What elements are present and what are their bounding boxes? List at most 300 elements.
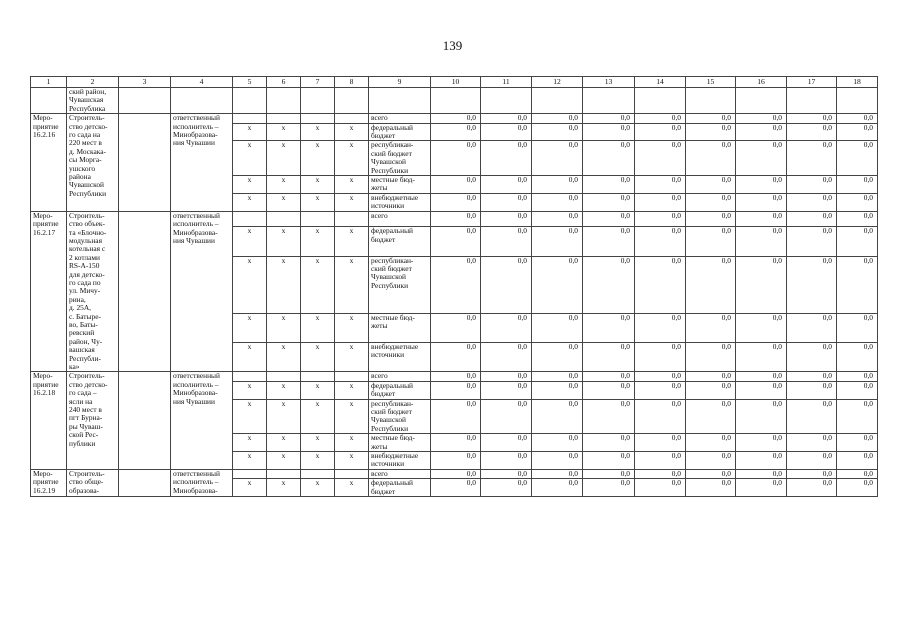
value-cell: 0,0 [736,227,787,256]
value-cell: 0,0 [635,123,686,141]
cell-line: модульная [69,235,102,245]
value-cell: 0,0 [431,114,481,123]
value-cell: 0,0 [686,256,736,313]
value-cell: 0,0 [583,193,635,211]
value-cell: 0,0 [431,479,481,497]
cell-line: Минобразова- [173,227,218,237]
value-cell: 0,0 [481,313,532,342]
code-cell [335,211,369,227]
value-cell: 0,0 [635,256,686,313]
value-cell: 0,0 [431,452,481,470]
value-cell: 0,0 [736,313,787,342]
value-cell: 0,0 [635,193,686,211]
header-cell: 2 [67,77,119,88]
value-cell: 0,0 [532,313,583,342]
source-cell [369,211,431,227]
cell-line: д. 25А, [69,303,92,313]
value-cell: 0,0 [532,469,583,478]
code-cell: х [233,123,267,141]
cell-line: та «Блочно- [69,227,107,237]
source-cell [369,256,431,313]
value-cell: 0,0 [481,479,532,497]
value-cell: 0,0 [686,399,736,434]
code-cell: х [301,123,335,141]
empty-cell [369,88,431,114]
cell-line: го сада на [69,130,101,140]
code-cell [335,114,369,123]
value-cell: 0,0 [736,479,787,497]
code-cell: х [335,452,369,470]
value-cell: 0,0 [635,313,686,342]
code-cell: х [233,343,267,372]
value-cell: 0,0 [583,176,635,194]
code-cell: х [301,256,335,313]
cell-line: всего [371,469,388,478]
value-cell: 0,0 [481,141,532,176]
value-cell: 0,0 [686,372,736,381]
cell-line: всего [371,113,388,123]
cell-line: Строитель- [69,371,105,381]
value-cell: 0,0 [583,479,635,497]
empty-cell [119,114,171,211]
value-cell: 0,0 [532,123,583,141]
cell-line: федеральный [371,123,413,132]
name-cell [67,88,119,114]
source-cell [369,227,431,256]
value-cell: 0,0 [686,227,736,256]
value-cell: 0,0 [583,434,635,452]
value-cell: 0,0 [736,452,787,470]
value-cell: 0,0 [583,227,635,256]
code-cell: х [233,313,267,342]
value-cell: 0,0 [837,469,878,478]
cell-line: район, Чу- [69,336,103,346]
cell-line: исполнитель – [173,379,219,389]
table-row [31,114,878,123]
code-cell: х [267,343,301,372]
header-cell: 16 [736,77,787,88]
value-cell: 0,0 [583,114,635,123]
cell-line: Минобразова- [173,388,218,398]
cell-line: внебюджетные [371,193,419,202]
cell-line: ответственный [173,469,220,478]
cell-line: исполнитель – [173,121,219,131]
code-cell: х [267,399,301,434]
cell-line: ушского [69,163,96,173]
value-cell: 0,0 [837,256,878,313]
value-cell: 0,0 [736,193,787,211]
budget-table [30,76,878,497]
value-cell: 0,0 [635,469,686,478]
event-cell [31,372,67,469]
cell-line: источники [371,201,405,211]
code-cell [301,469,335,478]
value-cell: 0,0 [837,141,878,176]
value-cell: 0,0 [787,114,837,123]
value-cell: 0,0 [686,479,736,497]
value-cell: 0,0 [583,452,635,470]
value-cell: 0,0 [431,211,481,227]
value-cell: 0,0 [837,123,878,141]
cell-line: бюджет [371,389,396,399]
table-row [31,372,878,381]
value-cell: 0,0 [635,399,686,434]
code-cell [267,372,301,381]
source-cell [369,381,431,399]
value-cell: 0,0 [736,141,787,176]
empty-cell [431,88,481,114]
value-cell: 0,0 [686,193,736,211]
responsible-cell [171,469,233,496]
cell-line: федеральный [371,226,413,236]
code-cell: х [301,343,335,372]
value-cell: 0,0 [837,211,878,227]
value-cell: 0,0 [431,123,481,141]
value-cell: 0,0 [481,399,532,434]
cell-line: Республики [371,423,409,433]
value-cell: 0,0 [481,343,532,372]
value-cell: 0,0 [787,372,837,381]
source-cell [369,141,431,176]
header-cell: 5 [233,77,267,88]
code-cell: х [233,381,267,399]
value-cell: 0,0 [583,381,635,399]
cell-line: федеральный [371,478,413,488]
cell-line: Строитель- [69,469,105,478]
value-cell: 0,0 [431,343,481,372]
cell-line: Меро- [33,469,53,478]
header-cell: 3 [119,77,171,88]
cell-line: приятие [33,219,59,229]
code-cell: х [267,176,301,194]
cell-line: всего [371,371,388,381]
empty-cell [335,88,369,114]
value-cell: 0,0 [837,343,878,372]
cell-line: источники [371,350,405,360]
code-cell: х [335,141,369,176]
header-cell: 10 [431,77,481,88]
value-cell: 0,0 [532,372,583,381]
value-cell: 0,0 [686,211,736,227]
value-cell: 0,0 [431,313,481,342]
code-cell: х [267,479,301,497]
code-cell: х [301,193,335,211]
value-cell: 0,0 [787,211,837,227]
cell-line: Строитель- [69,211,105,220]
code-cell: х [335,343,369,372]
cell-line: республикан- [371,256,414,265]
code-cell: х [267,193,301,211]
value-cell: 0,0 [686,434,736,452]
value-cell: 0,0 [787,479,837,497]
source-cell [369,176,431,194]
value-cell: 0,0 [736,211,787,227]
cell-line: Меро- [33,371,53,381]
code-cell: х [301,141,335,176]
cell-line: Минобразова- [173,485,218,495]
cell-line: жеты [371,183,388,193]
value-cell: 0,0 [532,399,583,434]
empty-cell [532,88,583,114]
cell-line: Строитель- [69,113,105,123]
value-cell: 0,0 [481,372,532,381]
value-cell: 0,0 [837,452,878,470]
cell-line: ский бюджет [371,263,412,273]
value-cell: 0,0 [635,372,686,381]
code-cell: х [233,399,267,434]
value-cell: 0,0 [837,114,878,123]
header-cell: 18 [837,77,878,88]
responsible-cell [171,372,233,469]
value-cell: 0,0 [635,114,686,123]
value-cell: 0,0 [837,479,878,497]
code-cell: х [233,452,267,470]
code-cell: х [267,141,301,176]
value-cell: 0,0 [736,123,787,141]
code-cell: х [267,452,301,470]
cell-line: RS-A-150 [69,261,100,271]
value-cell: 0,0 [837,176,878,194]
value-cell: 0,0 [431,227,481,256]
responsible-cell [171,114,233,211]
empty-cell [686,88,736,114]
cell-line: источники [371,459,405,469]
value-cell: 0,0 [532,193,583,211]
value-cell: 0,0 [431,372,481,381]
value-cell: 0,0 [583,399,635,434]
value-cell: 0,0 [481,211,532,227]
value-cell: 0,0 [481,176,532,194]
cell-line: ский бюджет [371,407,412,417]
value-cell: 0,0 [635,434,686,452]
value-cell: 0,0 [787,381,837,399]
value-cell: 0,0 [736,469,787,478]
header-cell: 8 [335,77,369,88]
code-cell [267,469,301,478]
empty-cell [267,88,301,114]
value-cell: 0,0 [532,114,583,123]
code-cell: х [267,123,301,141]
cell-line: Чувашской [371,415,407,425]
cell-line: пгт Бурна- [69,413,103,423]
cell-line: Республики [69,188,107,198]
header-cell: 17 [787,77,837,88]
code-cell: х [301,176,335,194]
cell-line: Чувашской [69,180,105,190]
cell-line: 2 котлами [69,252,101,262]
value-cell: 0,0 [635,227,686,256]
cell-line: ния Чувашии [173,235,215,245]
cell-line: для детско- [69,269,105,279]
event-cell [31,114,67,211]
cell-line: рина, [69,294,86,304]
code-cell: х [335,399,369,434]
value-cell: 0,0 [481,256,532,313]
value-cell: 0,0 [686,114,736,123]
cell-line: ский район, [69,87,107,96]
code-cell [335,469,369,478]
header-cell: 4 [171,77,233,88]
cell-line: ство объек- [69,219,105,229]
value-cell: 0,0 [532,256,583,313]
value-cell: 0,0 [431,256,481,313]
empty-cell [837,88,878,114]
cell-line: ул. Мичу- [69,286,101,296]
code-cell: х [301,434,335,452]
value-cell: 0,0 [583,256,635,313]
value-cell: 0,0 [431,434,481,452]
value-cell: 0,0 [736,343,787,372]
code-cell: х [233,434,267,452]
code-cell: х [335,256,369,313]
source-cell [369,114,431,123]
empty-cell [119,211,171,372]
cell-line: всего [371,211,388,220]
empty-cell [119,88,171,114]
value-cell: 0,0 [837,193,878,211]
cell-line: федеральный [371,381,413,390]
code-cell: х [233,176,267,194]
empty-cell [31,88,67,114]
header-cell: 7 [301,77,335,88]
value-cell: 0,0 [583,343,635,372]
code-cell [233,469,267,478]
cell-line: приятие [33,379,59,389]
page-number: 139 [442,38,463,53]
cell-line: 240 мест в [69,405,102,415]
code-cell: х [233,141,267,176]
cell-line: Республи- [69,353,101,363]
code-cell [301,372,335,381]
cell-line: жеты [371,441,388,451]
value-cell: 0,0 [736,434,787,452]
code-cell: х [233,193,267,211]
source-cell [369,469,431,478]
value-cell: 0,0 [583,372,635,381]
value-cell: 0,0 [787,452,837,470]
value-cell: 0,0 [635,176,686,194]
value-cell: 0,0 [583,211,635,227]
value-cell: 0,0 [837,313,878,342]
value-cell: 0,0 [431,399,481,434]
code-cell: х [267,256,301,313]
code-cell: х [233,227,267,256]
code-cell: х [301,313,335,342]
source-cell [369,372,431,381]
continuation-row [31,88,878,114]
cell-line: ство детско- [69,379,108,389]
cell-line: приятие [33,121,59,131]
source-cell [369,434,431,452]
value-cell: 0,0 [635,479,686,497]
value-cell: 0,0 [736,256,787,313]
cell-line: д. Москака- [69,146,106,156]
cell-line: района [69,172,91,182]
cell-line: сы Морга- [69,155,102,165]
value-cell: 0,0 [481,227,532,256]
cell-line: образова- [69,485,100,495]
value-cell: 0,0 [837,227,878,256]
code-cell: х [267,227,301,256]
cell-line: бюджет [371,234,396,244]
cell-line: ский бюджет [371,148,412,158]
value-cell: 0,0 [787,193,837,211]
value-cell: 0,0 [787,313,837,342]
source-cell [369,123,431,141]
value-cell: 0,0 [583,123,635,141]
cell-line: республикан- [371,140,414,150]
value-cell: 0,0 [532,452,583,470]
code-cell: х [335,313,369,342]
value-cell: 0,0 [787,123,837,141]
code-cell: х [335,176,369,194]
code-cell: х [301,479,335,497]
value-cell: 0,0 [481,434,532,452]
cell-line: жеты [371,321,388,331]
cell-line: го сада по [69,277,101,287]
code-cell [335,372,369,381]
header-cell: 12 [532,77,583,88]
value-cell: 0,0 [736,176,787,194]
cell-line: 16.2.19 [33,485,56,495]
code-cell: х [335,434,369,452]
value-cell: 0,0 [635,381,686,399]
event-cell [31,211,67,372]
source-cell [369,399,431,434]
value-cell: 0,0 [837,434,878,452]
value-cell: 0,0 [481,469,532,478]
code-cell: х [267,381,301,399]
code-cell [301,211,335,227]
cell-line: Чувашской [371,157,407,167]
cell-line: с. Батыре- [69,311,101,321]
cell-line: внебюджетные [371,451,419,461]
source-cell [369,452,431,470]
cell-line: ответственный [173,211,220,220]
value-cell: 0,0 [635,452,686,470]
cell-line: 16.2.17 [33,227,56,237]
code-cell: х [267,313,301,342]
empty-cell [635,88,686,114]
code-cell: х [335,123,369,141]
value-cell: 0,0 [787,227,837,256]
source-cell [369,343,431,372]
code-cell: х [233,479,267,497]
cell-line: бюджет [371,486,396,496]
table-row [31,211,878,227]
value-cell: 0,0 [686,343,736,372]
value-cell: 0,0 [481,193,532,211]
empty-cell [301,88,335,114]
value-cell: 0,0 [431,381,481,399]
code-cell [233,211,267,227]
header-cell: 14 [635,77,686,88]
value-cell: 0,0 [431,469,481,478]
empty-cell [119,372,171,469]
cell-line: республикан- [371,399,414,408]
header-row [31,77,878,88]
empty-cell [171,88,233,114]
name-cell [67,372,119,469]
cell-line: 16.2.18 [33,388,56,398]
cell-line: исполнитель – [173,477,219,487]
value-cell: 0,0 [736,399,787,434]
empty-cell [583,88,635,114]
table-row [31,469,878,478]
value-cell: 0,0 [532,479,583,497]
cell-line: местные бюд- [371,313,415,322]
source-cell [369,313,431,342]
